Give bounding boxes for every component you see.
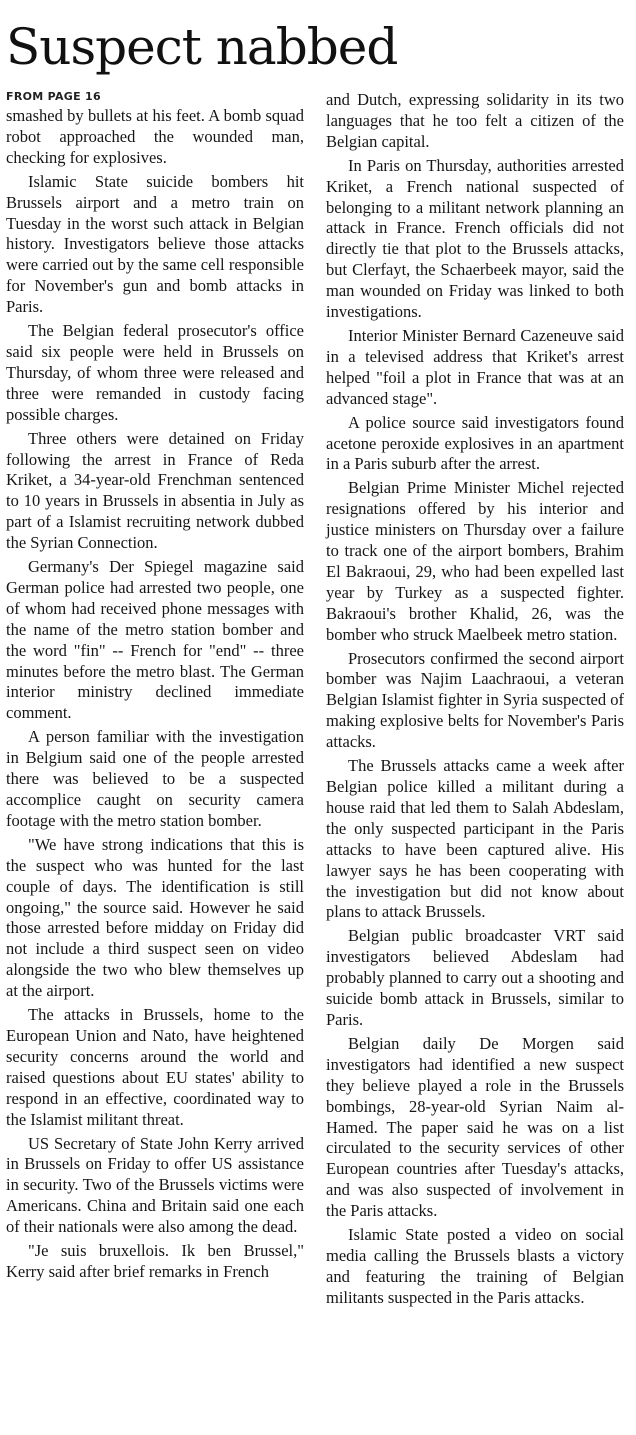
article-column-right xyxy=(326,90,624,1312)
paragraph: and Dutch, expressing solidarity in its two languages that he too felt a citizen of the Belgian capital. xyxy=(326,90,624,151)
paragraph: The Brussels attacks came a week after Belgian police killed a militant during a house raid that led them to Salah Abdeslam, the only suspected participant in the Paris attacks to have been captured alive. His lawyer says he has been cooperating with the investigation but did not know about plans to attack Brussels. xyxy=(326,756,624,922)
paragraph: The attacks in Brussels, home to the European Union and Nato, have heightened security concerns around the world and raised questions about EU states' ability to respond in an effective, coordinated way to the Islamist militant threat. xyxy=(6,1005,304,1129)
paragraph: Germany's Der Spiegel magazine said German police had arrested two people, one of whom had received phone messages with the name of the metro station bomber and the word "fin" -- French for "end" -- three minutes before the metro blast. The German interior ministry declined immediate comment. xyxy=(6,557,304,723)
paragraph: A police source said investigators found acetone peroxide explosives in an apartment in a Paris suburb after the arrest. xyxy=(326,412,624,474)
continuation-kicker: FROM PAGE 16 xyxy=(6,90,101,103)
paragraph: US Secretary of State John Kerry arrived in Brussels on Friday to offer US assistance in security. Two of the Brussels victims were Americans. China and Britain said one each of their nationals were also among the dead. xyxy=(6,1133,304,1237)
paragraph: Prosecutors confirmed the second airport bomber was Najim Laachraoui, a veteran Belgian Islamist fighter in Syria suspected of making explosive belts for November's Paris attacks. xyxy=(326,648,624,752)
paragraph: "We have strong indications that this is the suspect who was hunted for the last couple of days. The identification is still ongoing," the source said. However he said those arrested before midday on Friday did not include a third suspect seen on video alongside the two who blew themselves up at the airport. xyxy=(6,834,304,1001)
paragraph: Belgian daily De Morgen said investigators had identified a new suspect they believe played a role in the Brussels bombings, 28-year-old Syrian Naim al-Hamed. The paper said he was on a list circulated to the security services of other European countries after Tuesday's attacks, and was also suspected of involvement in the Paris attacks. xyxy=(326,1033,624,1221)
paragraph: Interior Minister Bernard Cazeneuve said in a televised address that Kriket's arrest helped "foil a plot in France that was at an advanced stage". xyxy=(326,325,624,408)
article-column-left xyxy=(6,88,304,1286)
paragraph: Islamic State suicide bombers hit Brussels airport and a metro train on Tuesday in the worst such attack in Belgian history. Investigators believe those attacks were carried out by the same cell responsible for November's gun and bomb attacks in Paris. xyxy=(6,171,304,317)
paragraph: Belgian public broadcaster VRT said investigators believed Abdeslam had probably planned to carry out a shooting and suicide bomb attack in Brussels, similar to Paris. xyxy=(326,926,624,1029)
paragraph: In Paris on Thursday, authorities arrested Kriket, a French national suspected of belonging to a militant network planning an attack in France. French officials did not directly tie that plot to the Brussels attacks, but Clerfayt, the Schaerbeek mayor, said the man wounded on Friday was linked to both investigations. xyxy=(326,155,624,322)
paragraph: Belgian Prime Minister Michel rejected resignations offered by his interior and justice ministers on Thursday over a failure to track one of the airport bombers, Brahim El Bakraoui, 29, who had been expelled last year by Turkey as a suspected fighter. Bakraoui's brother Khalid, 26, was the bomber who struck Maelbeek metro station. xyxy=(326,478,624,644)
paragraph: Three others were detained on Friday following the arrest in France of Reda Kriket, a 34-year-old Frenchman sentenced to 10 years in Brussels in absentia in July as part of a Islamist recruiting network dubbed the Syrian Connection. xyxy=(6,428,304,553)
paragraph: A person familiar with the investigation in Belgium said one of the people arrested there was believed to be a suspected accomplice caught on security camera footage with the metro station bomber. xyxy=(6,727,304,830)
paragraph: Islamic State posted a video on social media calling the Brussels blasts a victory and featuring the training of Belgian militants suspected in the Paris attacks. xyxy=(326,1225,624,1307)
paragraph: smashed by bullets at his feet. A bomb squad robot approached the wounded man, checking for explosives. xyxy=(6,106,304,167)
headline: Suspect nabbed xyxy=(6,18,398,76)
paragraph: The Belgian federal prosecutor's office said six people were held in Brussels on Thursday, of whom three were released and three were remanded in custody facing possible charges. xyxy=(6,321,304,424)
paragraph: "Je suis bruxellois. Ik ben Brussel," Kerry said after brief remarks in French xyxy=(6,1241,304,1281)
